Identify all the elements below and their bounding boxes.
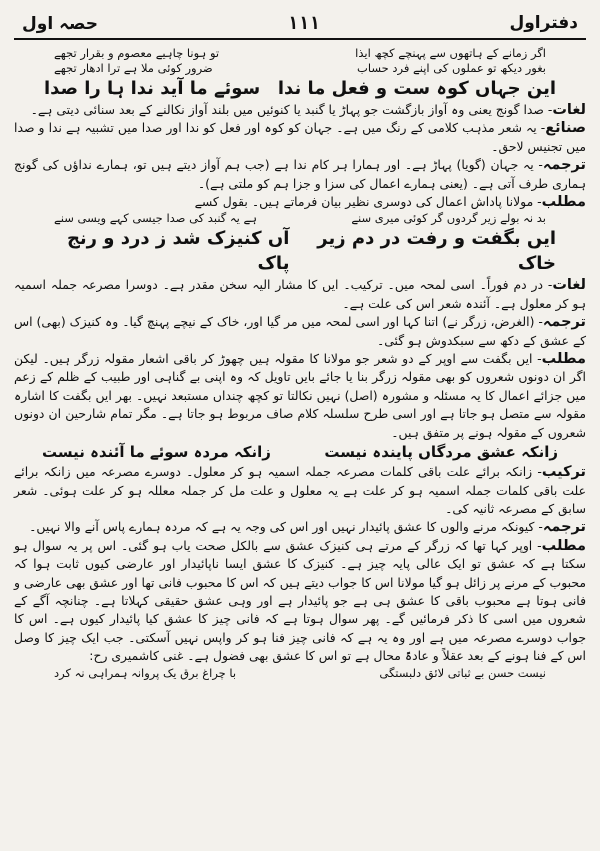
verse-hemistich: بد نہ بولے زیر گردوں گر کوئی میری سنے <box>351 211 546 226</box>
section-title: حصہ اول <box>22 13 99 34</box>
explanation-label: مطلب <box>541 351 586 368</box>
translation-label: ترجمہ <box>542 157 586 174</box>
paragraph-text: - زانکہ برائے علت باقی کلمات مصرعہ جملہ اسمیہ ہو کر معلول۔ دوسرے مصرعہ میں زانکہ برائے علت باقی کلمات جملہ اسمیہ ہو کر علت ہے یہ معلول و علت مل کر جملہ معللہ ہو کر علت ہوئی۔ شعر سابق کے مصرعہ ثانیہ کی۔ <box>14 464 586 516</box>
paragraph-text: - مولانا پاداش اعمال کی دوسری نظیر بیان فرماتے ہیں۔ بقول کسے <box>194 194 542 210</box>
tarkeeb-paragraph <box>14 463 586 518</box>
explanation-paragraph <box>14 193 586 211</box>
lughat-paragraph <box>14 101 586 119</box>
main-verse <box>14 76 586 101</box>
lughat-label: لغات <box>552 277 586 294</box>
translation-paragraph <box>14 313 586 350</box>
quoted-verse <box>14 211 586 226</box>
book-part-title: دفتراول <box>509 13 578 33</box>
verse-hemistich: این جہاں کوہ ست و فعل ما ندا <box>277 78 556 99</box>
paragraph-text: - اوپر کہا تھا کہ زرگر کے مرتے ہی کنیزک عشق سے بالکل صحت یاب ہو گئی۔ اس پر یہ سوال ہو سکتا ہے کہ عشق تو ایک عالی پایہ چیز ہے۔ کنیزک کا عشق ایسا ناپائیدار اور عارضی کیوں ثابت ہوا کہ محبوب کے مرنے پر زائل ہو گیا مولانا اس کا جواب دیتے ہیں کہ اس کا محبوب فانی تھا اور عشق بھی عارضی و فانی ہوتا ہے محبوب باقی کا عشق ہی ہے جو پائیدار ہے اور وہی عشق حقیقی کہلاتا ہے۔ چنانچہ آگے کے شعروں میں اسی کا ذکر فرمائیں گے۔ پھر سوال ہوتا ہے کہ فانی چیز کا عشق کیا پائیدار کیوں ہے۔ اس کا جواب دوسرے مصرعہ میں ہے اور وہ یہ ہے کہ فانی چیز فنا ہو کر واپس نہیں آسکتی۔ جب ایک چیز کا وصل اس کے فنا ہونے کے بعد عقلاً و عادۃً محال ہے تو اس کا عشق بھی فضول ہے۔ غنی کاشمیری رح: <box>14 537 586 664</box>
page-header <box>14 8 586 40</box>
page-number: ۱۱۱ <box>287 12 321 34</box>
translation-label: ترجمہ <box>542 519 586 536</box>
lughat-paragraph <box>14 276 586 313</box>
verse-hemistich: ہے یہ گنبد کی صدا جیسی کہے ویسی سنے <box>54 211 257 226</box>
paragraph-text: - کیونکہ مرنے والوں کا عشق پائیدار نہیں اور اس کی وجہ یہ ہے کہ مردہ ہمارے پاس آنے والا نہیں۔ <box>29 519 543 535</box>
verse-hemistich: اگر زمانے کے ہاتھوں سے پہنچے کچھ ایذا <box>355 46 546 60</box>
sanaye-label: صنائع <box>545 120 586 137</box>
paragraph-text: - ایں بگفت سے اوپر کے دو شعر جو مولانا کا مقولہ ہیں چھوڑ کر باقی اشعار مقولہ زرگر ہیں۔ لیکن اگر ان دونوں شعروں کو بھی مقولہ زرگر بنا یا جائے بایں تاویل کہ وہ اپنی بے گناہی اور طبیب کے ظلم کے زعم میں جزائے اعمال کا یہ مسئلہ و مشورہ (اصل) نہیں نکالتا تو کچھ چنداں مستبعد نہیں۔ بھر ایں بگفت کا اشارہ مقولہ سے متصل ہو جاتا ہے اور اسی طرح سلسلہ کلام صاف مربوط ہو جاتا ہے۔ مگر تمام شارحین ان دونوں شعروں کے مقولہ ہونے پر متفق ہیں۔ <box>14 351 586 440</box>
closing-verse <box>14 666 586 681</box>
paragraph-text: - در دم فوراً۔ اسی لمحہ میں۔ ترکیب۔ ایں کا مشار الیہ سخن مقدر ہے۔ دوسرا مصرعہ جملہ اسمیہ ہو کر معلول ہے۔ آئندہ شعر اس کی علت ہے۔ <box>14 277 586 311</box>
verse-hemistich: ایں بگفت و رفت در دم زیر خاک <box>317 228 556 275</box>
verse-hemistich: تو ہونا چاہیے معصوم و بقرار تجھے <box>54 46 220 60</box>
verse-hemistich: زانکہ عشق مردگاں پایندہ نیست <box>324 443 558 462</box>
intro-verse-line <box>14 46 586 61</box>
paragraph-text: - یہ شعر مذہب کلامی کے رنگ میں ہے۔ جہان کو کوہ اور فعل کو ندا اور صدا میں تشبیہ ہے ندا و صدا میں تجنیس لاحق۔ <box>14 120 586 154</box>
intro-verse-line <box>14 61 586 76</box>
explanation-label: مطلب <box>541 537 586 554</box>
verse-hemistich: آں کنیزک شد ز درد و رنج پاک <box>66 228 290 275</box>
translation-paragraph <box>14 156 586 193</box>
verse-hemistich: بغور دیکھ تو عملوں کی اپنے فرد حساب <box>357 61 546 75</box>
explanation-label: مطلب <box>541 194 586 211</box>
paragraph-text: - (الغرض، زرگر نے) اتنا کہا اور اسی لمحہ میں مر گیا اور، خاک کے نیچے پہنچ گیا۔ وہ کنیزک (بھی) اس کے عشق کے دکھ سے سبکدوش ہو گئی۔ <box>14 314 586 348</box>
sanaye-paragraph <box>14 119 586 156</box>
main-verse <box>14 226 586 276</box>
paragraph-text: - صدا گونج یعنی وہ آواز بازگشت جو پہاڑ یا گنبد یا کنوئیں میں بلند آواز نکالنے کے بعد سنائی دیتی ہے۔ <box>30 102 553 117</box>
lughat-label: لغات <box>552 102 586 118</box>
verse-hemistich: زانکہ مردہ سوئے ما آئندہ نیست <box>42 443 271 462</box>
explanation-paragraph <box>14 350 586 442</box>
verse-hemistich: با چراغ برق یک پروانہ ہمراہی نہ کرد <box>54 665 237 680</box>
verse-hemistich: سوئے ما آید ندا ہا را صدا <box>44 78 261 99</box>
translation-paragraph <box>14 518 586 536</box>
tarkeeb-label: ترکیب <box>541 464 586 481</box>
paragraph-text: - یہ جہان (گویا) پہاڑ ہے۔ اور ہمارا ہر کام ندا ہے (جب ہم آواز دیتے ہیں تو، ہمارے نداؤں کی گونج ہماری طرف آتی ہے۔ (یعنی ہمارے اعمال کی سزا و جزا ہم کو ملتی ہے)۔ <box>14 157 586 191</box>
verse-hemistich: ضرور کوئی ملا ہے ترا ادھار تجھے <box>54 61 213 75</box>
main-verse <box>14 442 586 463</box>
verse-hemistich: نیست حسن بے ثباتی لائق دلبستگی <box>379 665 546 680</box>
translation-label: ترجمہ <box>542 314 586 331</box>
explanation-paragraph <box>14 537 586 666</box>
